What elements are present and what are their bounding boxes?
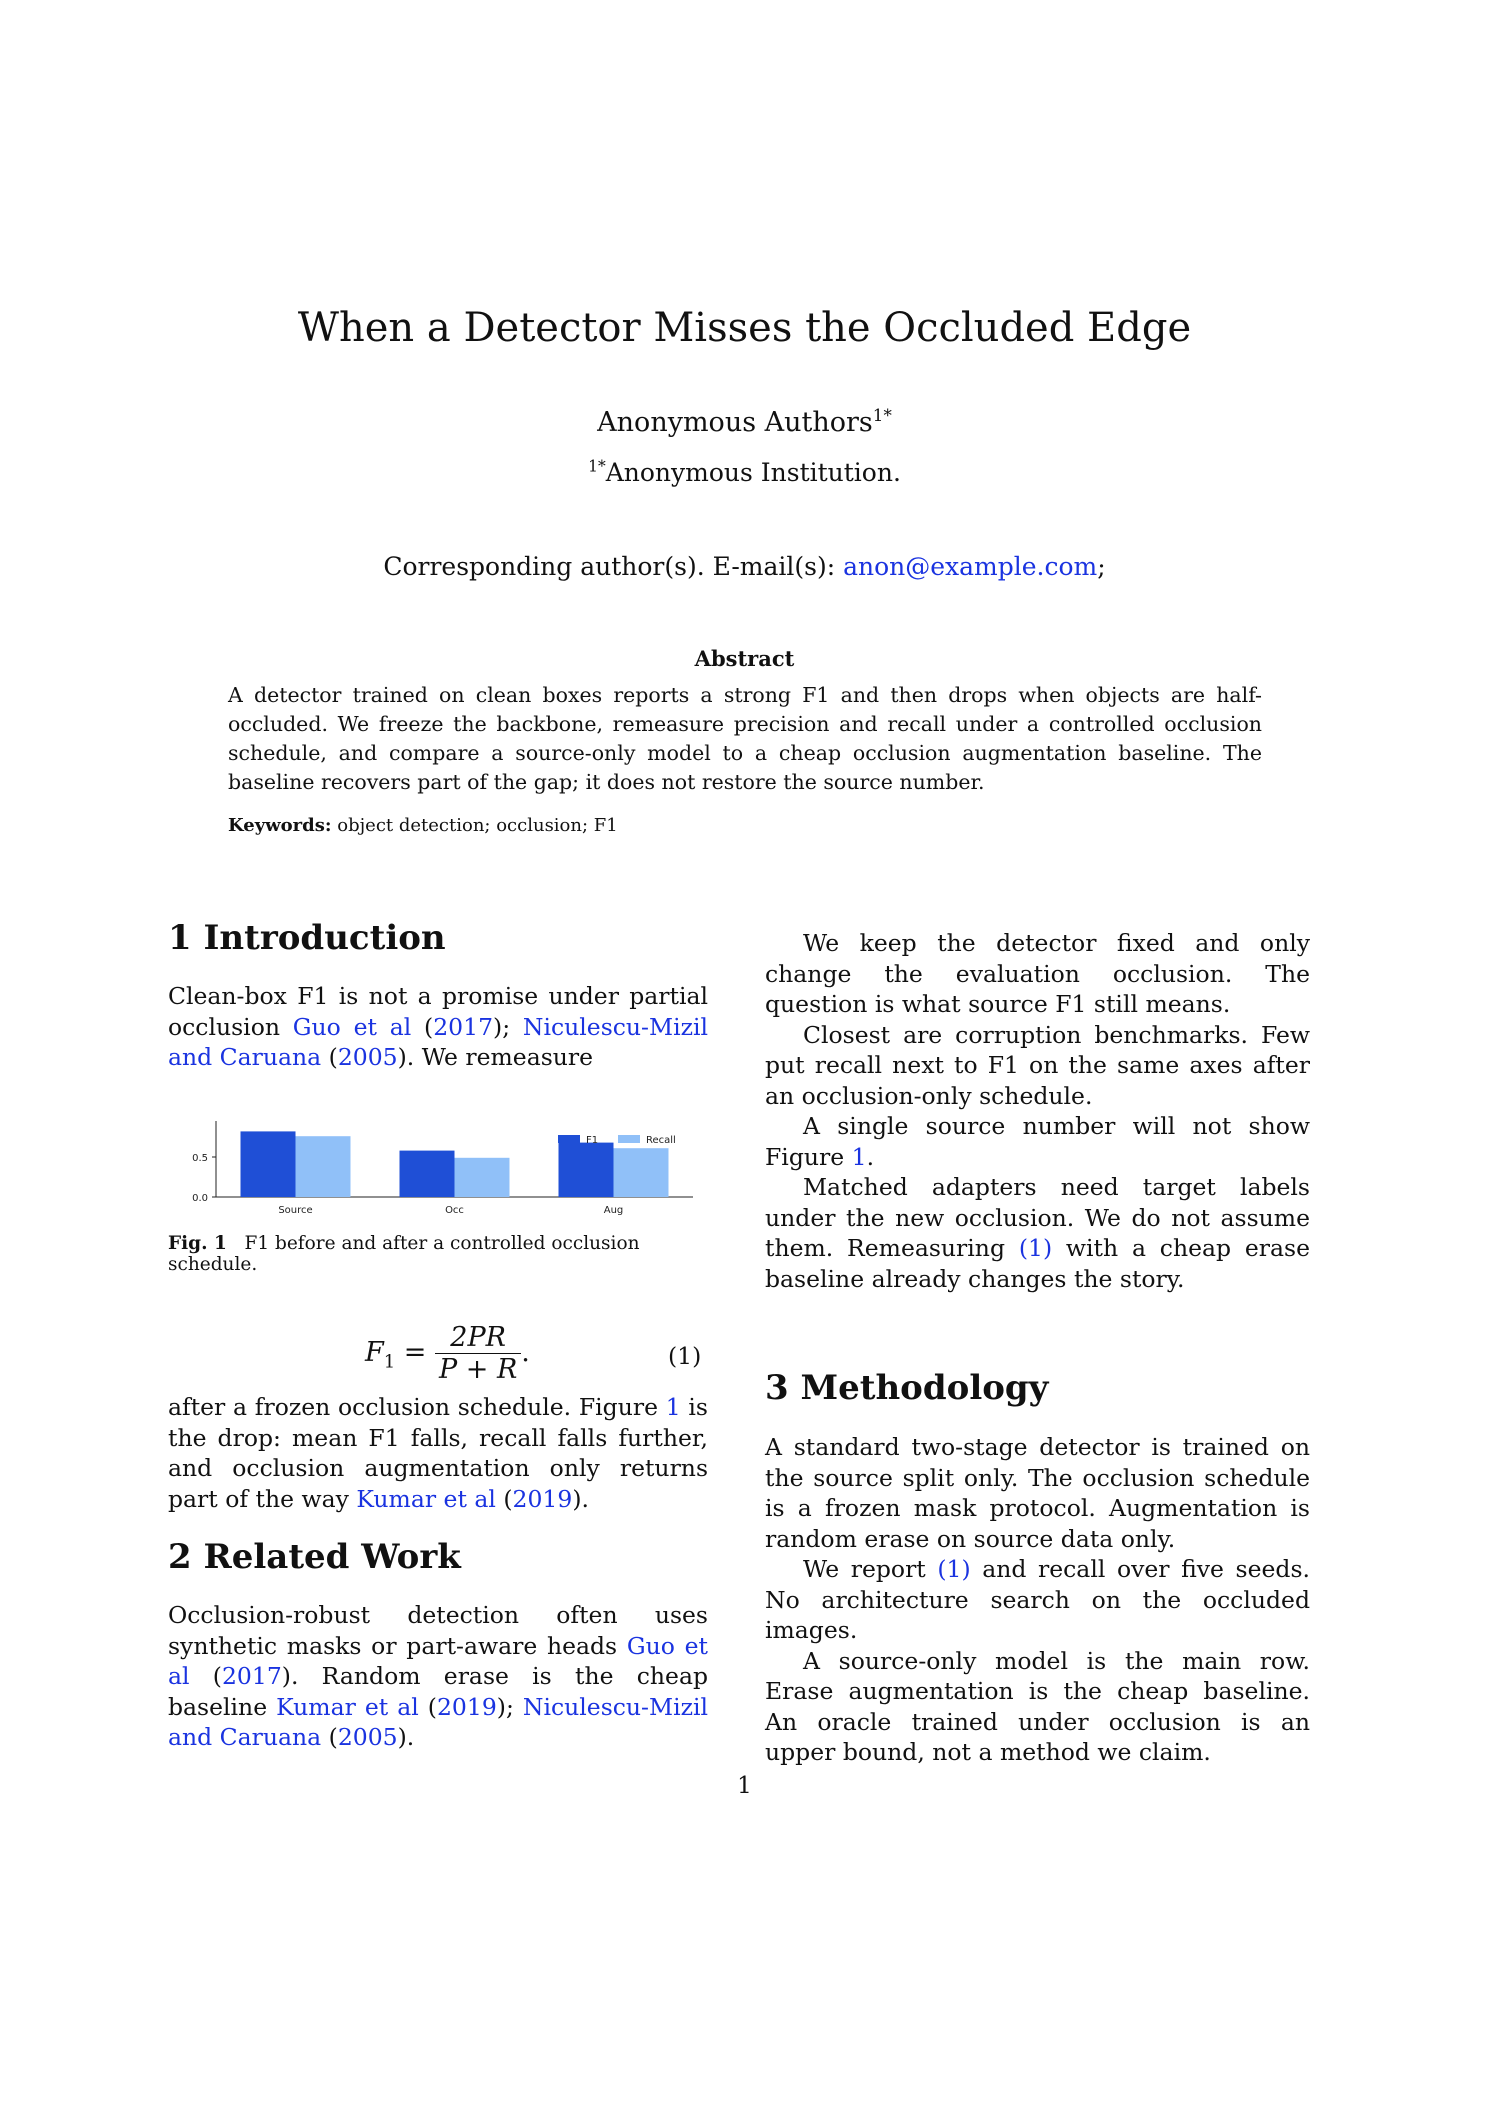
equation-period: .: [521, 1337, 530, 1368]
affiliation-superscript: 1*: [588, 457, 606, 476]
legend-swatch-f1: [558, 1135, 580, 1143]
equation-ref-link[interactable]: 1: [946, 1555, 962, 1583]
chart-bars: [241, 1131, 669, 1197]
right-paragraph-3: [765, 1111, 1310, 1172]
text-run: after a frozen occlusion schedule. Figure: [168, 1393, 666, 1421]
citation-link[interactable]: Kumar et al: [276, 1692, 419, 1721]
legend-swatch-recall: [618, 1135, 640, 1143]
citation-link[interactable]: Niculescu-Mizil and Caruana: [168, 1012, 708, 1071]
right-paragraph-1: We keep the detector fixed and only change the evaluation occlusion. The question is what source F1 still means.: [765, 929, 1310, 1018]
citation-year-link[interactable]: 2019: [512, 1484, 573, 1513]
citation-link[interactable]: Guo et al: [292, 1012, 412, 1041]
text-run: );: [493, 1012, 523, 1041]
text-run: with a cheap erase baseline already changes the story.: [765, 1234, 1310, 1293]
corresponding-label: Corresponding author(s). E-mail(s):: [383, 552, 844, 581]
section-heading-methodology: 3 Methodology: [765, 1368, 1049, 1408]
text-run: ). Random erase is the cheap baseline: [168, 1662, 709, 1721]
equation-lhs: F: [365, 1337, 384, 1368]
text-run: ).: [572, 1484, 589, 1513]
citation-year-link[interactable]: 2017: [221, 1662, 282, 1690]
equation-ref-link[interactable]: ): [961, 1555, 971, 1583]
method-paragraph-2: [765, 1554, 1310, 1646]
text-run: We report: [803, 1555, 938, 1583]
related-paragraph: [168, 1600, 708, 1753]
citation-year-link[interactable]: 2017: [433, 1012, 494, 1041]
citation-year-link[interactable]: 2019: [436, 1692, 497, 1721]
figure-1-caption: [168, 1233, 708, 1275]
citation-link[interactable]: Guo et al: [168, 1631, 708, 1690]
text-run: A single source number will not show Figure: [765, 1112, 1310, 1171]
legend-label-f1: F1: [586, 1135, 599, 1146]
equation-1: [365, 1322, 530, 1385]
authors: Anonymous Authors: [597, 407, 873, 438]
intro-paragraph-2: [168, 1392, 708, 1514]
text-run: (: [495, 1484, 513, 1513]
y-tick-label: 0.0: [192, 1193, 208, 1204]
citation-year-link[interactable]: 2005: [337, 1723, 398, 1751]
author-line: [0, 407, 1489, 438]
method-paragraph-3: A source-only model is the main row. Erase augmentation is the cheap baseline. An oracle trained under occlusion is an upper bound, not a method we claim.: [765, 1646, 1310, 1766]
equation-number: (1): [668, 1342, 702, 1370]
keywords-line: [228, 815, 1262, 836]
text-run: .: [866, 1142, 875, 1171]
citation-year-link[interactable]: 2005: [337, 1043, 398, 1071]
text-run: Occlusion-robust detection often uses synthetic masks or part-aware heads: [168, 1601, 708, 1660]
equation-ref-link[interactable]: 1: [1027, 1234, 1043, 1262]
text-run: (: [418, 1692, 437, 1721]
x-tick-label: Occ: [445, 1205, 464, 1216]
text-run: (: [411, 1012, 434, 1041]
corresponding-suffix: ;: [1097, 552, 1106, 581]
right-paragraph-4: [765, 1172, 1310, 1294]
figure-1-bar-chart: [168, 1115, 698, 1220]
keywords-text: object detection; occlusion; F1: [331, 815, 618, 836]
bar-recall-occ: [455, 1158, 510, 1197]
figure-ref-link[interactable]: 1: [851, 1142, 867, 1171]
equation-equals: =: [395, 1337, 435, 1368]
corresponding-author-line: [0, 552, 1489, 581]
citation-link[interactable]: Kumar et al: [356, 1484, 496, 1513]
equation-ref-link[interactable]: (: [937, 1555, 947, 1583]
method-paragraph-1: A standard two-stage detector is trained on the source split only. The occlusion schedule is a frozen mask protocol. Augmentation is random erase on source data only.: [765, 1433, 1310, 1553]
bar-f1-aug: [559, 1143, 614, 1197]
page-number: 1: [737, 1773, 752, 1799]
x-tick-label: Source: [278, 1205, 313, 1216]
author-superscript: 1*: [872, 405, 892, 425]
figure-label: Fig. 1: [168, 1233, 227, 1254]
affiliation-line: [0, 458, 1489, 487]
keywords-label: Keywords:: [228, 815, 332, 836]
text-run: and recall over five seeds. No architecture search on the occluded images.: [765, 1555, 1310, 1644]
text-run: is the drop: mean F1 falls, recall falls further, and occlusion augmentation only returns part of the way: [168, 1393, 708, 1513]
section-heading-related-work: 2 Related Work: [168, 1537, 461, 1577]
text-run: ).: [397, 1723, 415, 1751]
right-paragraph-2: Closest are corruption benchmarks. Few put recall next to F1 on the same axes after an occlusion-only schedule.: [765, 1020, 1310, 1110]
text-run: Matched adapters need target labels under the new occlusion. We do not assume them. Remeasuring: [765, 1173, 1310, 1262]
bar-f1-occ: [400, 1151, 455, 1197]
text-run: (: [189, 1662, 222, 1690]
bar-recall-aug: [614, 1148, 669, 1197]
abstract-text: A detector trained on clean boxes reports a strong F1 and then drops when objects are half-occluded. We freeze the backbone, remeasure precision and recall under a controlled occlusion schedule, and compare a source-only model to a cheap occlusion augmentation baseline. The baseline recovers part of the gap; it does not restore the source number.: [228, 683, 1262, 794]
intro-paragraph-1: [168, 981, 708, 1073]
citation-link[interactable]: Niculescu-Mizil and Caruana: [168, 1692, 708, 1751]
equation-ref-link[interactable]: (: [1018, 1234, 1028, 1262]
text-run: );: [496, 1692, 523, 1721]
text-run: (: [321, 1043, 338, 1071]
figure-ref-link[interactable]: 1: [665, 1393, 681, 1421]
legend-label-recall: Recall: [646, 1135, 676, 1146]
abstract-heading: Abstract: [694, 646, 795, 671]
text-run: Clean-box F1 is not a promise under partial occlusion: [168, 982, 708, 1041]
paper-title: When a Detector Misses the Occluded Edge: [297, 305, 1192, 351]
right-column-top: [765, 928, 1310, 1294]
figure-caption-text: F1 before and after a controlled occlusion schedule.: [168, 1233, 640, 1275]
bar-recall-source: [296, 1136, 351, 1197]
x-tick-label: Aug: [603, 1205, 624, 1216]
y-tick-label: 0.5: [192, 1153, 208, 1164]
text-run: (: [321, 1723, 338, 1751]
methodology-body: [765, 1432, 1310, 1768]
equation-ref-link[interactable]: ): [1042, 1234, 1053, 1262]
email-link[interactable]: anon@example.com: [843, 552, 1098, 581]
section-heading-introduction: 1 Introduction: [168, 918, 446, 958]
equation-subscript: 1: [383, 1351, 396, 1373]
affiliation: Anonymous Institution.: [605, 458, 901, 487]
equation-fraction: [435, 1322, 521, 1385]
equation-numerator: 2PR: [435, 1322, 521, 1354]
equation-denominator: P + R: [438, 1354, 518, 1385]
text-run: ). We remeasure: [397, 1043, 594, 1071]
bar-f1-source: [241, 1131, 296, 1197]
